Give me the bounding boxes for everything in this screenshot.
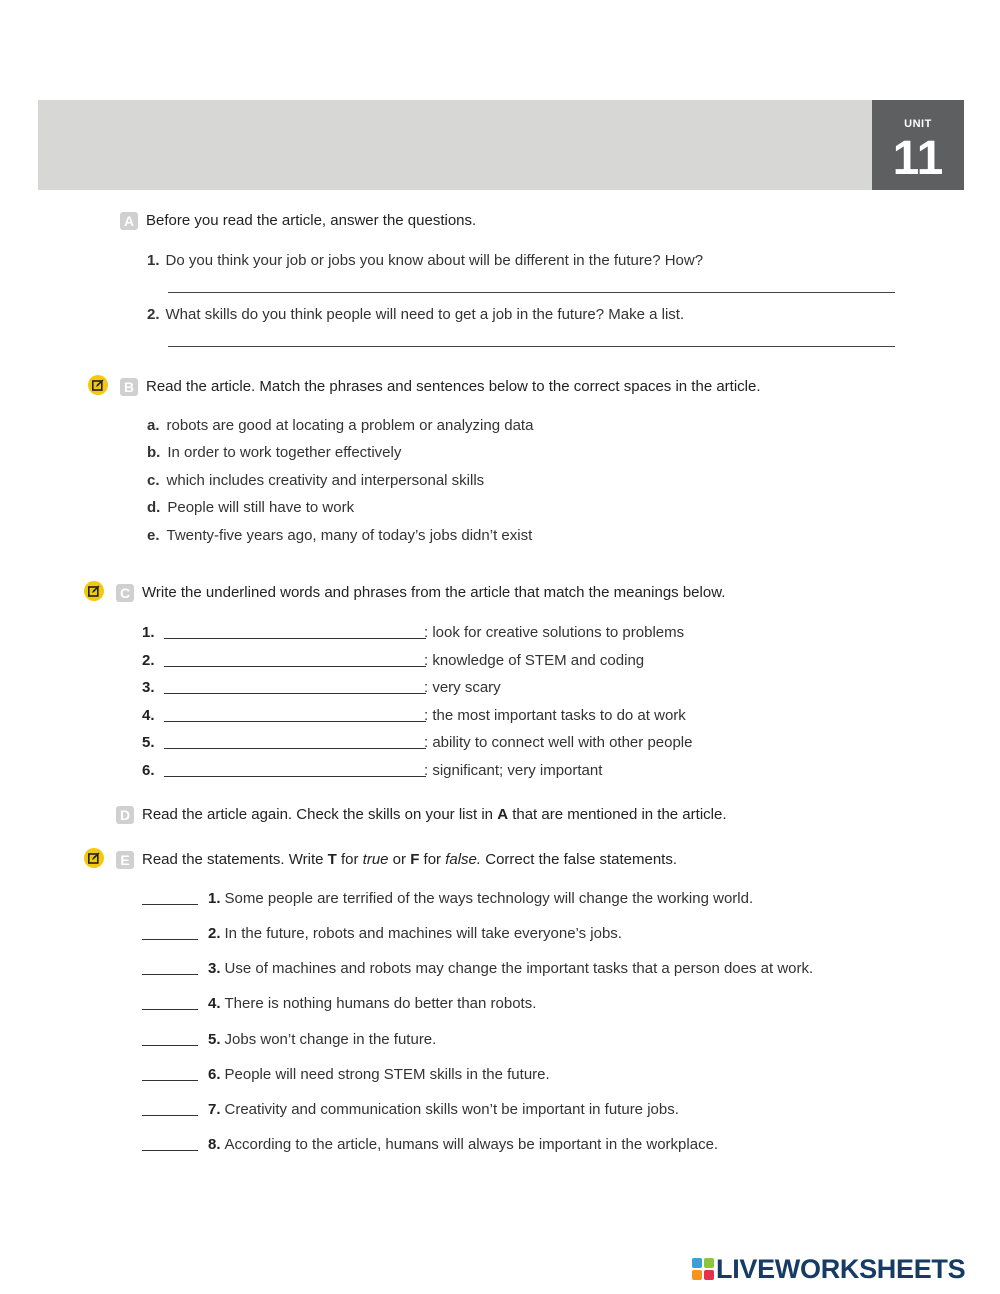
instruction-text: for [419,851,446,868]
instruction-text: or [388,851,411,868]
instruction-bold: F [410,851,420,868]
statement-4 [208,995,536,1012]
question-number: 1. [147,252,160,269]
logo-text: LIVEWORKSHEETS [716,1254,966,1284]
header-banner [38,100,872,190]
logo-mark-icon [692,1258,714,1280]
definition-number: 4. [142,707,155,724]
item-letter: a. [147,417,160,434]
tf-blank-8[interactable] [142,1150,198,1151]
statement-text: Creativity and communication skills won’t be important in future jobs. [224,1101,679,1118]
instruction-bold: T [327,851,337,868]
item-letter: b. [147,444,161,461]
tf-blank-4[interactable] [142,1009,198,1010]
edit-icon [88,375,108,395]
definition-number: 6. [142,762,155,779]
statement-number: 3. [208,960,221,977]
item-text: In order to work together effectively [167,444,402,461]
tf-blank-5[interactable] [142,1045,198,1046]
item-letter: c. [147,472,160,489]
definition-blank-6[interactable] [164,776,426,777]
definition-number: 2. [142,652,155,669]
definition-blank-3[interactable] [164,693,426,694]
statement-2 [208,925,622,942]
question-text: Do you think your job or jobs you know about will be different in the future? How? [165,252,704,269]
match-item-c [147,472,484,489]
instruction-text: Read the article again. Check the skills on your list in [142,806,498,823]
definition-blank-5[interactable] [164,748,426,749]
statement-text: According to the article, humans will always be important in the workplace. [224,1136,719,1153]
definition-number: 1. [142,624,155,641]
instruction-text: that are mentioned in the article. [508,806,727,823]
match-item-a [147,417,533,434]
statement-number: 7. [208,1101,221,1118]
tf-blank-6[interactable] [142,1080,198,1081]
match-item-d [147,499,354,516]
statement-number: 6. [208,1066,221,1083]
instruction-italic: false. [445,851,482,868]
statement-number: 1. [208,890,221,907]
item-text: robots are good at locating a problem or analyzing data [166,417,534,434]
definition-number: 3. [142,679,155,696]
definition-text: : significant; very important [424,762,603,779]
definition-blank-4[interactable] [164,721,426,722]
statement-text: Some people are terrified of the ways technology will change the working world. [224,890,754,907]
section-a-instruction: Before you read the article, answer the questions. [146,212,477,229]
definition-number: 5. [142,734,155,751]
statement-6 [208,1066,550,1083]
definition-text: : the most important tasks to do at work [424,707,686,724]
statement-number: 4. [208,995,221,1012]
statement-1 [208,890,753,907]
tf-blank-2[interactable] [142,939,198,940]
item-text: Twenty-five years ago, many of today’s jobs didn’t exist [166,527,533,544]
definition-text: : very scary [424,679,501,696]
section-a-question-1 [147,252,703,269]
item-text: which includes creativity and interpersonal skills [166,472,485,489]
section-b-instruction: Read the article. Match the phrases and sentences below to the correct spaces in the article. [146,378,761,395]
statement-text: In the future, robots and machines will take everyone’s jobs. [224,925,622,942]
section-d-instruction [142,806,727,823]
edit-icon [84,581,104,601]
tf-blank-7[interactable] [142,1115,198,1116]
section-c-badge: C [116,584,134,602]
instruction-bold: A [497,806,509,823]
statement-5 [208,1031,436,1048]
definition-text: : knowledge of STEM and coding [424,652,645,669]
statement-text: Use of machines and robots may change the important tasks that a person does at work. [224,960,814,977]
match-item-e [147,527,532,544]
instruction-italic: true [362,851,389,868]
statement-number: 8. [208,1136,221,1153]
section-c-instruction: Write the underlined words and phrases from the article that match the meanings below. [142,584,726,601]
question-number: 2. [147,306,160,323]
statement-3 [208,960,813,977]
definition-blank-1[interactable] [164,638,426,639]
tf-blank-1[interactable] [142,904,198,905]
statement-text: Jobs won’t change in the future. [224,1031,437,1048]
unit-label: UNIT [904,118,932,130]
section-e-instruction [142,851,677,868]
match-item-b [147,444,401,461]
item-text: People will still have to work [167,499,355,516]
section-b-badge: B [120,378,138,396]
tf-blank-3[interactable] [142,974,198,975]
question-text: What skills do you think people will need to get a job in the future? Make a list. [165,306,685,323]
section-d-badge: D [116,806,134,824]
definition-text: : ability to connect well with other people [424,734,693,751]
statement-7 [208,1101,679,1118]
statement-number: 5. [208,1031,221,1048]
instruction-text: Read the statements. Write [142,851,328,868]
answer-line-1[interactable] [168,292,895,293]
instruction-text: Correct the false statements. [481,851,677,868]
section-e-badge: E [116,851,134,869]
edit-icon [84,848,104,868]
statement-text: People will need strong STEM skills in the future. [224,1066,550,1083]
definition-blank-2[interactable] [164,666,426,667]
item-letter: e. [147,527,160,544]
statement-text: There is nothing humans do better than robots. [224,995,537,1012]
section-a-badge: A [120,212,138,230]
section-a-question-2 [147,306,684,323]
unit-badge [872,100,964,190]
item-letter: d. [147,499,161,516]
instruction-text: for [336,851,363,868]
statement-8 [208,1136,718,1153]
statement-number: 2. [208,925,221,942]
definition-text: : look for creative solutions to problems [424,624,685,641]
unit-number: 11 [892,132,944,185]
answer-line-2[interactable] [168,346,895,347]
